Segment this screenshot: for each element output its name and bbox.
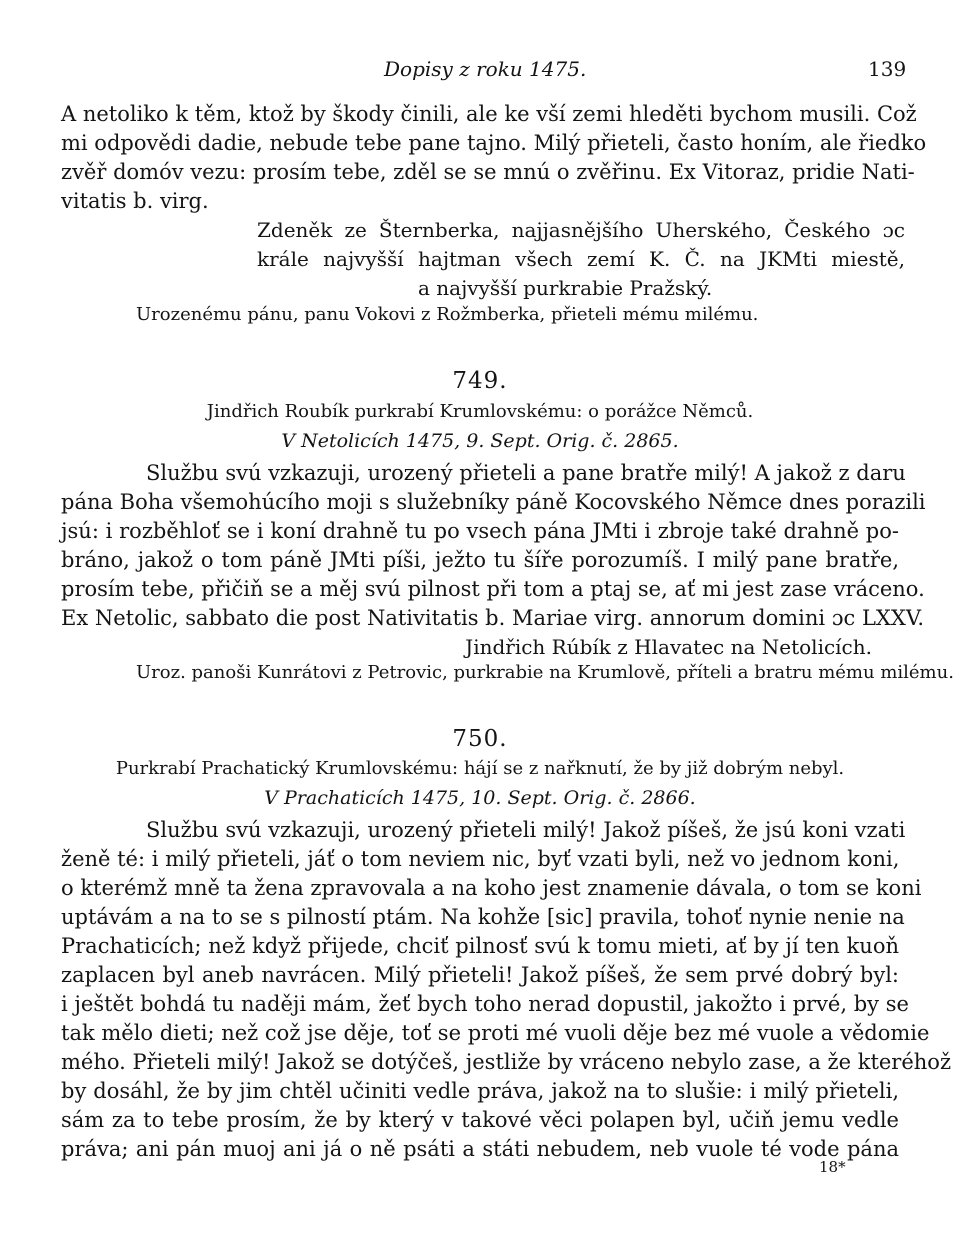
entry-address: Uroz. panoši Kunrátovi z Petrovic, purkrabie na Krumlově, příteli a bratru mému milému.: [136, 662, 954, 683]
body-text-line: vitatis b. virg.: [61, 189, 209, 213]
body-text-line: ženě té: i milý přieteli, jáť o tom neviem nic, byť vzati byli, než vo jednom koni,: [61, 847, 900, 871]
page-number: 139: [868, 57, 907, 81]
entry-place-date: V Netolicích 1475, 9. Sept. Orig. č. 2865.: [281, 430, 679, 452]
entry-heading: Jindřich Roubík purkrabí Krumlovskému: o porážce Němců.: [206, 401, 754, 422]
entry-number: 749.: [452, 368, 508, 394]
entry-number: 750.: [452, 726, 508, 752]
body-text-line: A netoliko k těm, ktož by škody činili, ale ke vší zemi hleděti bychom musili. Což: [61, 102, 917, 126]
body-text-line: Službu svú vzkazuji, urozený přieteli a pane bratře milý! A jakož z daru: [146, 461, 906, 485]
letter-signature-line: Zdeněk ze Šternberka, najjasnějšího Uherského, Českého ɔc: [257, 218, 905, 242]
body-text-line: práva; ani pán muoj ani já o ně psáti a státi nebudem, neb vuole té vode pána: [61, 1137, 899, 1161]
body-text-line: jsú: i rozběhloť se i koní drahně tu po vsech pána JMti i zbroje také drahně po-: [61, 519, 899, 543]
running-header: [0, 57, 960, 87]
body-text-line: zvěř domóv vezu: prosím tebe, zděl se se mnú o zvěřinu. Ex Vitoraz, pridie Nati-: [61, 160, 915, 184]
body-text-line: Ex Netolic, sabbato die post Nativitatis b. Mariae virg. annorum domini ɔc LXXV.: [61, 606, 924, 630]
body-text-line: Prachaticích; než když přijede, chciť pilnosť svú k tomu mieti, ať by jí ten kuoň: [61, 934, 899, 958]
body-text-line: pána Boha všemohúcího moji s služebníky páně Kocovského Němce dnes porazili: [61, 490, 926, 514]
body-text-line: mi odpovědi dadie, nebude tebe pane tajno. Milý přieteli, často honím, ale řiedko: [61, 131, 927, 155]
letter-signature-line: a najvyšší purkrabie Pražský.: [418, 276, 713, 300]
entry-signature: Jindřich Rúbík z Hlavatec na Netolicích.: [465, 635, 872, 659]
letter-signature-line: krále najvyšší hajtman všech zemí K. Č. na JKMti miestě,: [257, 247, 905, 271]
body-text-line: uptávám a na to se s pilností ptám. Na kohže [sic] pravila, tohoť nynie nenie na: [61, 905, 905, 929]
body-text-line: o kterémž mně ta žena zpravovala a na koho jest znamenie dávala, o tom se koni: [61, 876, 922, 900]
letter-address: Urozenému pánu, panu Vokovi z Rožmberka, přieteli mému milému.: [136, 304, 759, 325]
body-text-line: sám za to tebe prosím, že by který v takové věci polapen byl, učiň jemu vedle: [61, 1108, 899, 1132]
body-text-line: by dosáhl, že by jim chtěl učiniti vedle práva, jakož na to slušie: i milý přieteli,: [61, 1079, 899, 1103]
body-text-line: Službu svú vzkazuji, urozený přieteli milý! Jakož píšeš, že jsú koni vzati: [146, 818, 906, 842]
body-text-line: prosím tebe, přičiň se a měj svú pilnost při tom a ptaj se, ať mi jest zase vráceno.: [61, 577, 925, 601]
running-title: Dopisy z roku 1475.: [384, 57, 587, 81]
body-text-line: tak mělo dieti; než což jse děje, toť se proti mé vuoli děje bez mé vuole a vědomie: [61, 1021, 930, 1045]
body-text-line: mého. Přieteli milý! Jakož se dotýčeš, jestliže by vráceno nebylo zase, a že kteréhož: [61, 1050, 952, 1074]
entry-place-date: V Prachaticích 1475, 10. Sept. Orig. č. 2866.: [264, 787, 696, 809]
body-text-line: zaplacen byl aneb navrácen. Milý přieteli! Jakož píšeš, že sem prvé dobrý byl:: [61, 963, 899, 987]
printer-signature-mark: 18*: [819, 1158, 846, 1176]
entry-heading: Purkrabí Prachatický Krumlovskému: hájí se z nařknutí, že by již dobrým nebyl.: [115, 758, 845, 779]
body-text-line: i ještět bohdá tu naději mám, žeť bych toho nerad dopustil, jakožto i prvé, by se: [61, 992, 909, 1016]
body-text-line: bráno, jakož o tom páně JMti píši, ježto tu šíře porozumíš. I milý pane bratře,: [61, 548, 899, 572]
